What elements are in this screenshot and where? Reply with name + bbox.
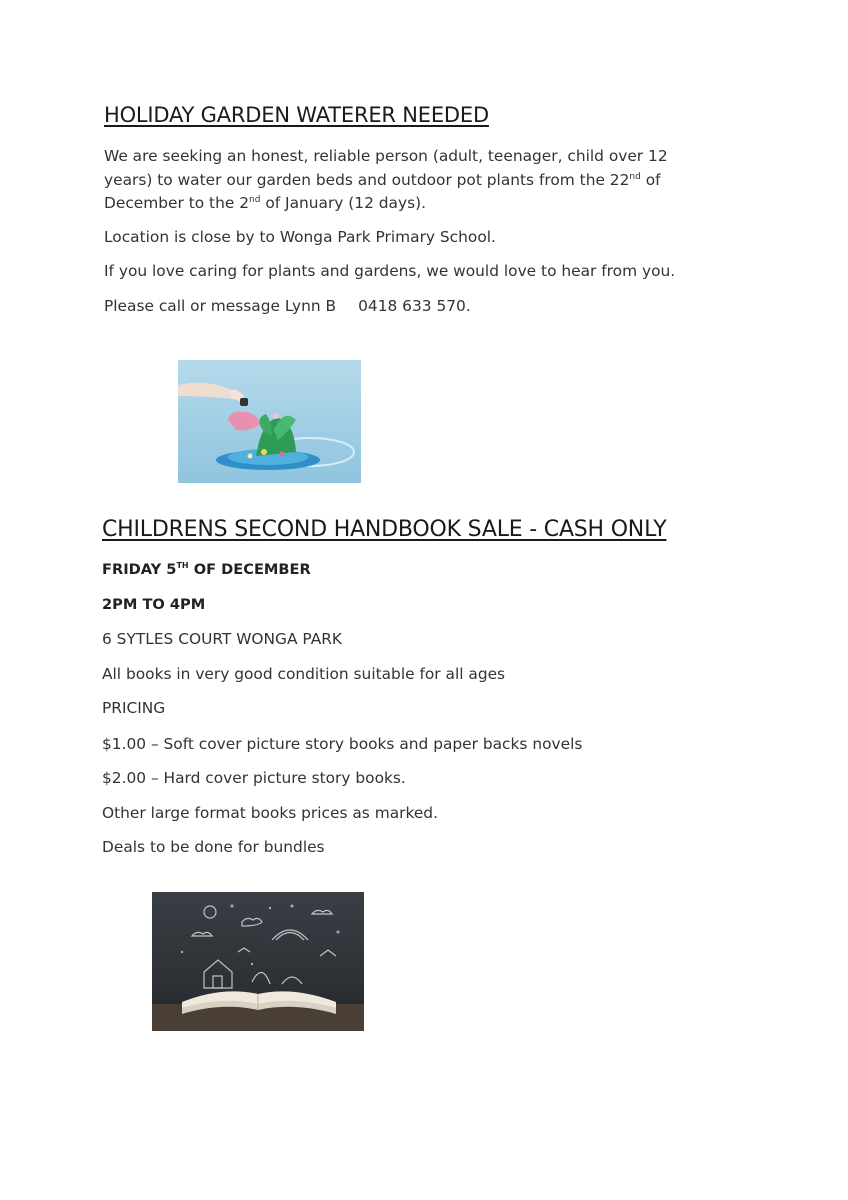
garden-heading: HOLIDAY GARDEN WATERER NEEDED [104, 103, 489, 127]
price-hard-cover: $2.00 – Hard cover picture story books. [102, 769, 406, 787]
books-condition: All books in very good condition suitable for all ages [102, 665, 506, 683]
contact-label: Please call or message Lynn B [104, 297, 337, 315]
garden-description-line3: December to the 2nd of January (12 days). [104, 194, 426, 212]
garden-description [104, 145, 668, 216]
garden-contact [104, 295, 471, 319]
price-large-format: Other large format books prices as marked. [102, 804, 438, 822]
watering-can-plant-image [178, 360, 361, 483]
books-heading: CHILDRENS SECOND HANDBOOK SALE - CASH ONLY [102, 517, 667, 542]
bundle-deals: Deals to be done for bundles [102, 838, 325, 856]
sale-address: 6 SYTLES COURT WONGA PARK [102, 630, 343, 648]
garden-description-line1: We are seeking an honest, reliable person (adult, teenager, child over 12 [104, 147, 668, 165]
open-book-chalk-doodles-image [152, 892, 364, 1031]
sale-date: FRIDAY 5TH OF DECEMBER [102, 561, 311, 578]
garden-description-line2: years) to water our garden beds and outdoor pot plants from the 22nd of [104, 170, 661, 189]
sale-time: 2PM TO 4PM [102, 596, 206, 613]
price-soft-cover: $1.00 – Soft cover picture story books and paper backs novels [102, 735, 583, 753]
contact-phone: 0418 633 570. [358, 297, 471, 315]
garden-invite: If you love caring for plants and gardens, we would love to hear from you. [104, 262, 676, 280]
garden-location: Location is close by to Wonga Park Primary School. [104, 228, 496, 246]
pricing-label: PRICING [102, 699, 166, 717]
